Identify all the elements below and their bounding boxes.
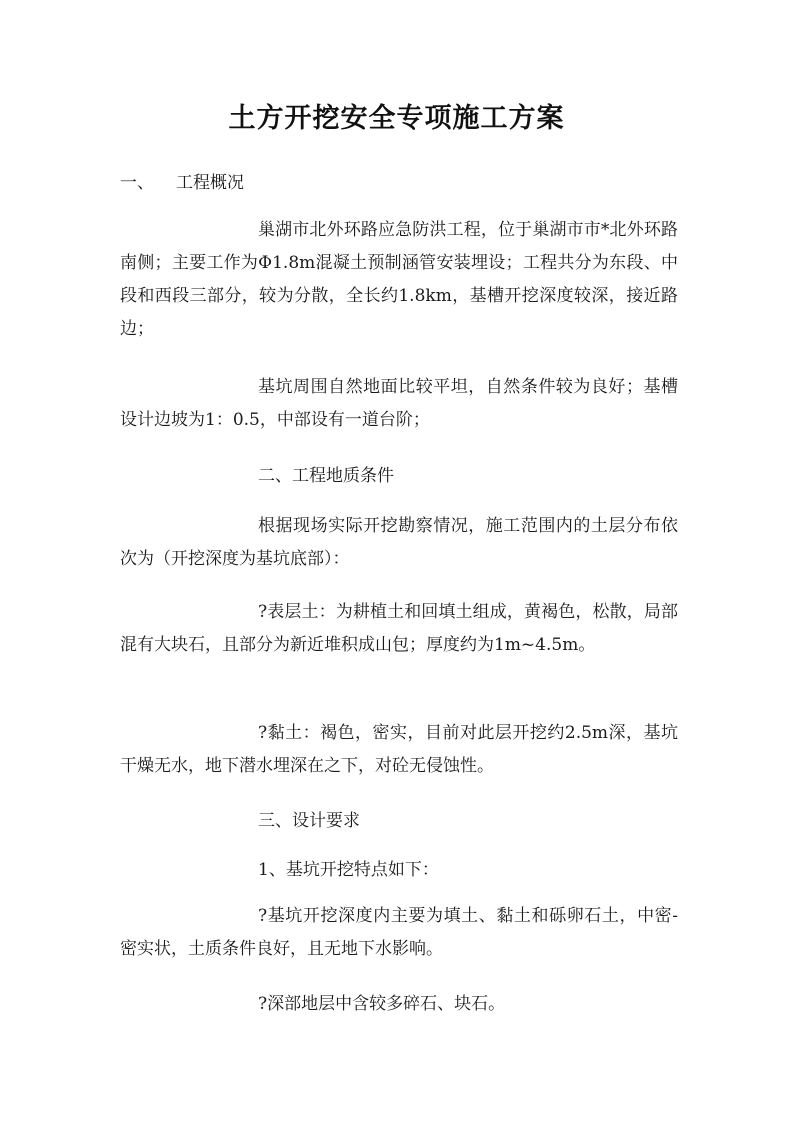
paragraph-pit-soil: ?基坑开挖深度内主要为填土、黏土和砾卵石土，中密-密实状，土质条件良好，且无地下水影响。 xyxy=(120,906,678,959)
section-title: 工程概况 xyxy=(176,173,244,193)
section-heading-3: 三、设计要求 xyxy=(258,811,360,831)
paragraph-topsoil: ?表层土：为耕植土和回填土组成，黄褐色，松散，局部混有大块石，且部分为新近堆积成山包；厚度约为1m~4.5m。 xyxy=(120,602,678,655)
subsection-heading: 1、基坑开挖特点如下： xyxy=(258,860,439,880)
page-title: 土方开挖安全专项施工方案 xyxy=(228,103,565,134)
section-heading-2: 二、工程地质条件 xyxy=(258,466,394,486)
paragraph-project-overview: 巢湖市北外环路应急防洪工程，位于巢湖市市*北外环路南侧；主要工作为Φ1.8m混凝土预制涵管安装埋设；工程共分为东段、中段和西段三部分，较为分散，全长约1.8km，基槽开挖深度较深，接近路边； xyxy=(120,220,678,339)
section-heading-1 xyxy=(120,168,244,193)
paragraph-clay: ?黏土：褐色，密实，目前对此层开挖约2.5m深，基坑干燥无水，地下潜水埋深在之下，对砼无侵蚀性。 xyxy=(120,723,678,776)
section-number: 一、 xyxy=(120,173,154,193)
paragraph-geology-intro: 根据现场实际开挖勘察情况，施工范围内的土层分布依次为（开挖深度为基坑底部）： xyxy=(120,516,678,569)
paragraph-site-conditions: 基坑周围自然地面比较平坦，自然条件较为良好；基槽设计边坡为1：0.5，中部设有一道台阶； xyxy=(120,377,678,430)
paragraph-deep-strata: ?深部地层中含较多碎石、块石。 xyxy=(258,994,506,1014)
